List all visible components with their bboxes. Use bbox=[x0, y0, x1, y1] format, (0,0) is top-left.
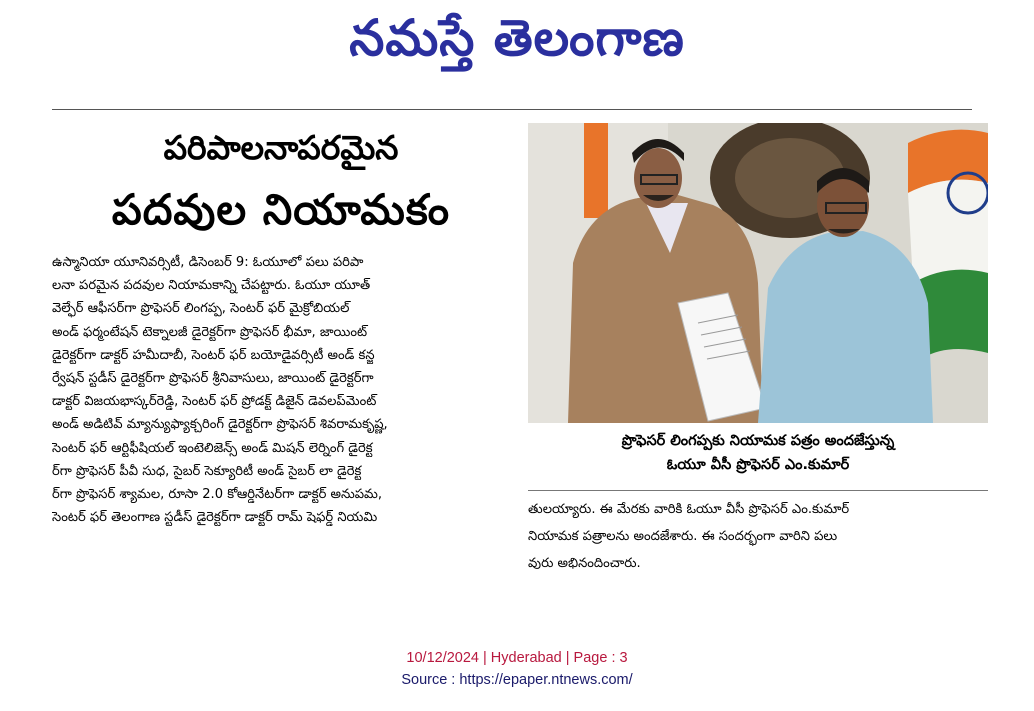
dateline: 10/12/2024 | Hyderabad | Page : 3 bbox=[406, 650, 628, 666]
article-line: తులయ్యారు. ఈ మేరకు వారికి ఓయూ వీసీ ప్రొఫెసర్ ఎం.కుమార్ bbox=[528, 502, 850, 517]
article-line: నియామక పత్రాలను అందజేశారు. ఈ సందర్భంగా వారిని పలు bbox=[528, 529, 838, 544]
article-line: ర్‌గా ప్రొఫెసర్ పీవీ సుధ, సైబర్ సెక్యూరిటీ అండ్ సైబర్ లా డైరెక్ట bbox=[52, 463, 362, 479]
masthead-divider bbox=[52, 109, 972, 110]
article-line: ర్వేషన్ స్టడీస్ డైరెక్టర్‌గా ప్రొఫెసర్ శ్రీనివాసులు, జాయింట్ డైరెక్టర్‌గా bbox=[52, 370, 374, 386]
article-line: అండ్ అడిటివ్ మ్యాన్యుఫ్యాక్చరింగ్ డైరెక్టర్‌గా ప్రొఫెసర్ శివరామకృష్ణ, bbox=[52, 417, 388, 433]
headline-line-2: పదవుల నియామకం bbox=[111, 185, 451, 234]
caption-line-2: ఓయూ వీసీ ప్రొఫెసర్ ఎం.కుమార్ bbox=[666, 457, 850, 473]
article-line: లనా పరమైన పదవుల నియామకాన్ని చేపట్టారు. ఓయూ యూత్ bbox=[52, 278, 371, 294]
news-photo bbox=[528, 123, 988, 423]
article-line: డైరెక్టర్‌గా డాక్టర్ హమీదాబీ, సెంటర్ ఫర్ బయోడైవర్సిటీ అండ్ కన్జ bbox=[52, 347, 375, 363]
article-line: ఉస్మానియా యూనివర్సిటీ, డిసెంబర్ 9: ఓయూలో పలు పరిపా bbox=[52, 255, 364, 270]
article-line: సెంటర్ ఫర్ తెలంగాణ స్టడీస్ డైరెక్టర్‌గా డాక్టర్ రామ్ షెఫర్డ్ నియమి bbox=[52, 510, 378, 526]
photo-caption bbox=[528, 429, 988, 477]
article-body-right bbox=[528, 496, 983, 577]
article-line: వెల్ఫేర్ ఆఫీసర్‌గా ప్రొఫెసర్ లింగప్ప, సెంటర్ ఫర్ మైక్రోబియల్ bbox=[52, 301, 350, 317]
caption-divider bbox=[528, 490, 988, 491]
article-line: వురు అభినందించారు. bbox=[528, 556, 641, 571]
source-link[interactable]: Source : https://epaper.ntnews.com/ bbox=[401, 672, 633, 688]
article-line: డాక్టర్ విజయభాస్కర్‌రెడ్డి, సెంటర్ ఫర్ ప్రోడక్ట్ డిజైన్ డెవలప్‌మెంట్ bbox=[52, 394, 377, 410]
newspaper-masthead: నమస్తే తెలంగాణ bbox=[349, 9, 685, 67]
article-line: అండ్ ఫర్మంటేషన్ టెక్నాలజీ డైరెక్టర్‌గా ప్రొఫెసర్ భీమా, జాయింట్ bbox=[52, 324, 368, 340]
article-body-left bbox=[52, 251, 496, 529]
flag-left bbox=[584, 123, 608, 218]
article-line: ర్‌గా ప్రొఫెసర్ శ్యామల, రూసా 2.0 కోఆర్డినేటర్‌గా డాక్టర్ అనుపమ, bbox=[52, 486, 383, 502]
photo-illustration bbox=[528, 123, 988, 423]
caption-line-1: ప్రొఫెసర్ లింగప్పకు నియామక పత్రం అందజేస్తున్న bbox=[621, 433, 895, 449]
article-line: సెంటర్ ఫర్ ఆర్టిఫీషియల్ ఇంటెలిజెన్స్ అండ్ మిషన్ లెర్నింగ్ డైరెక్ట bbox=[52, 440, 373, 456]
page-footer bbox=[0, 647, 1034, 691]
headline-line-1: పరిపాలనాపరమైన bbox=[163, 128, 399, 167]
